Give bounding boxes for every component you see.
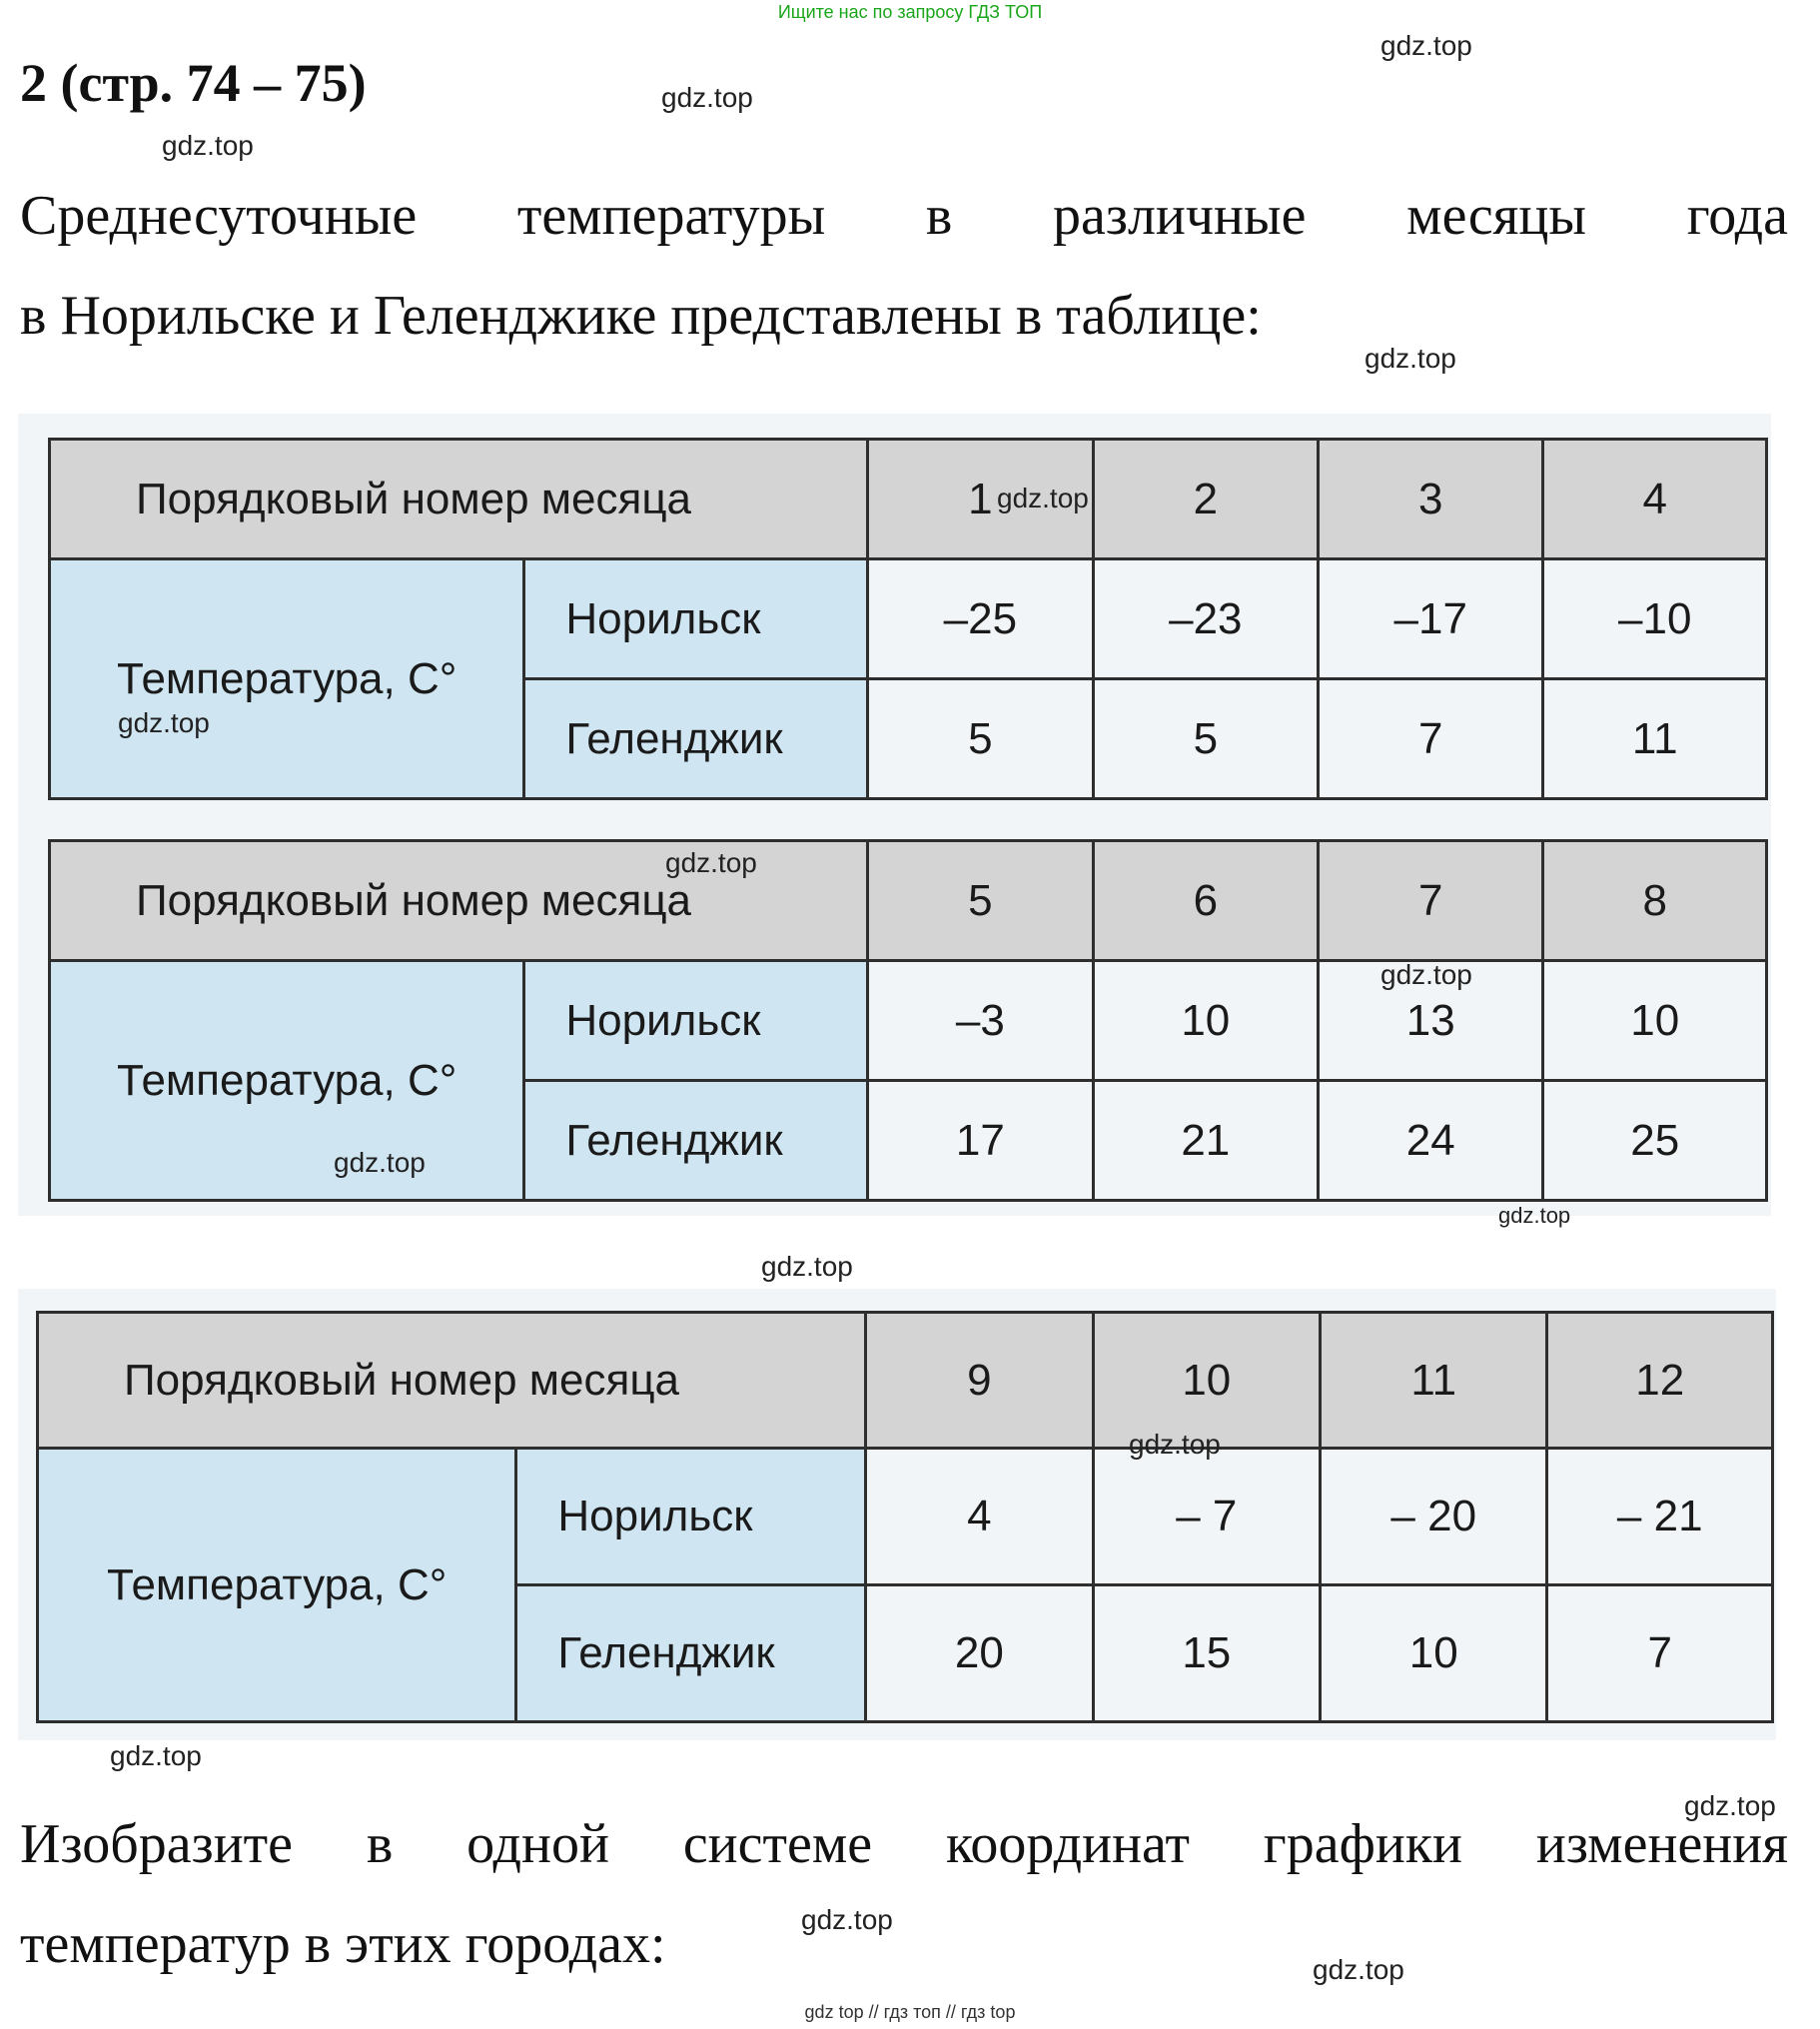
month-cell: 10 <box>1093 1313 1320 1449</box>
watermark: gdz.top <box>661 82 753 113</box>
month-cell: 4 <box>1543 440 1767 559</box>
month-number-label: Порядковый номер месяца <box>50 440 868 559</box>
value-cell: –23 <box>1093 559 1318 679</box>
value-cell: 13 <box>1319 961 1543 1081</box>
watermark: gdz.top <box>1380 30 1472 61</box>
value-cell: – 7 <box>1093 1449 1320 1585</box>
city-label-norilsk: Норильск <box>516 1449 866 1585</box>
temperature-table-3 <box>36 1311 1774 1723</box>
value-cell: 21 <box>1093 1081 1318 1201</box>
city-label-norilsk: Норильск <box>524 961 868 1081</box>
table-row <box>50 961 1767 1081</box>
task-heading: 2 (стр. 74 – 75) <box>20 53 367 113</box>
temperature-label: Температура, С° <box>50 961 524 1201</box>
temperature-label: Температура, С° <box>50 559 524 799</box>
intro-line-2: в Норильске и Геленджике представлены в таблице: <box>20 285 1262 347</box>
value-cell: 10 <box>1093 961 1318 1081</box>
value-cell: 20 <box>866 1585 1093 1722</box>
value-cell: 25 <box>1543 1081 1767 1201</box>
table-row <box>38 1449 1773 1585</box>
value-cell: 7 <box>1547 1585 1773 1722</box>
value-cell: – 20 <box>1321 1449 1547 1585</box>
month-cell: 3 <box>1319 440 1543 559</box>
bottom-links[interactable]: gdz top // гдз топ // гдз top <box>804 2002 1016 2022</box>
value-cell: 5 <box>868 679 1093 799</box>
month-cell: 7 <box>1319 841 1543 961</box>
top-banner[interactable]: Ищите нас по запросу ГДЗ ТОП <box>777 2 1043 22</box>
value-cell: 4 <box>866 1449 1093 1585</box>
value-cell: 11 <box>1543 679 1767 799</box>
value-cell: 7 <box>1319 679 1543 799</box>
month-cell: 2 <box>1093 440 1318 559</box>
value-cell: –10 <box>1543 559 1767 679</box>
month-number-label: Порядковый номер месяца <box>50 841 868 961</box>
city-label-norilsk: Норильск <box>524 559 868 679</box>
temperature-label: Температура, С° <box>38 1449 516 1722</box>
value-cell: 15 <box>1093 1585 1320 1722</box>
watermark: gdz.top <box>1313 1954 1404 1985</box>
value-cell: 10 <box>1321 1585 1547 1722</box>
value-cell: –17 <box>1319 559 1543 679</box>
watermark: gdz.top <box>110 1740 202 1771</box>
table-row <box>50 440 1767 559</box>
value-cell: –25 <box>868 559 1093 679</box>
city-label-gelendzhik: Геленджик <box>516 1585 866 1722</box>
temperature-table-1 <box>48 438 1768 800</box>
watermark: gdz.top <box>118 707 210 738</box>
table-row <box>38 1313 1773 1449</box>
task-line-2: температур в этих городах: <box>20 1913 666 1975</box>
month-cell: 12 <box>1547 1313 1773 1449</box>
watermark: gdz.top <box>162 130 254 161</box>
month-cell: 6 <box>1093 841 1318 961</box>
value-cell: 24 <box>1319 1081 1543 1201</box>
month-number-label: Порядковый номер месяца <box>38 1313 866 1449</box>
watermark: gdz.top <box>801 1904 893 1935</box>
watermark: gdz.top <box>1684 1790 1776 1821</box>
watermark: gdz.top <box>334 1147 426 1178</box>
watermark: gdz.top <box>1380 959 1472 990</box>
task-line-1: Изобразите в одной системе координат графики изменения <box>20 1813 1788 1875</box>
table-row <box>50 559 1767 679</box>
month-cell: 5 <box>868 841 1093 961</box>
intro-line-1: Среднесуточные температуры в различные месяцы года <box>20 185 1788 247</box>
value-cell: –3 <box>868 961 1093 1081</box>
watermark: gdz.top <box>1129 1429 1221 1460</box>
watermark: gdz.top <box>761 1251 853 1282</box>
city-label-gelendzhik: Геленджик <box>524 1081 868 1201</box>
value-cell: 17 <box>868 1081 1093 1201</box>
value-cell: 10 <box>1543 961 1767 1081</box>
city-label-gelendzhik: Геленджик <box>524 679 868 799</box>
watermark: gdz.top <box>665 847 757 878</box>
value-cell: 5 <box>1093 679 1318 799</box>
value-cell: – 21 <box>1547 1449 1773 1585</box>
watermark: gdz.top <box>1365 343 1456 374</box>
month-cell: 1 <box>868 440 1093 559</box>
month-cell: 11 <box>1321 1313 1547 1449</box>
watermark: gdz.top <box>997 483 1089 513</box>
table-row <box>50 841 1767 961</box>
month-cell: 8 <box>1543 841 1767 961</box>
month-cell: 9 <box>866 1313 1093 1449</box>
temperature-table-2 <box>48 839 1768 1202</box>
watermark: gdz.top <box>1498 1203 1571 1228</box>
